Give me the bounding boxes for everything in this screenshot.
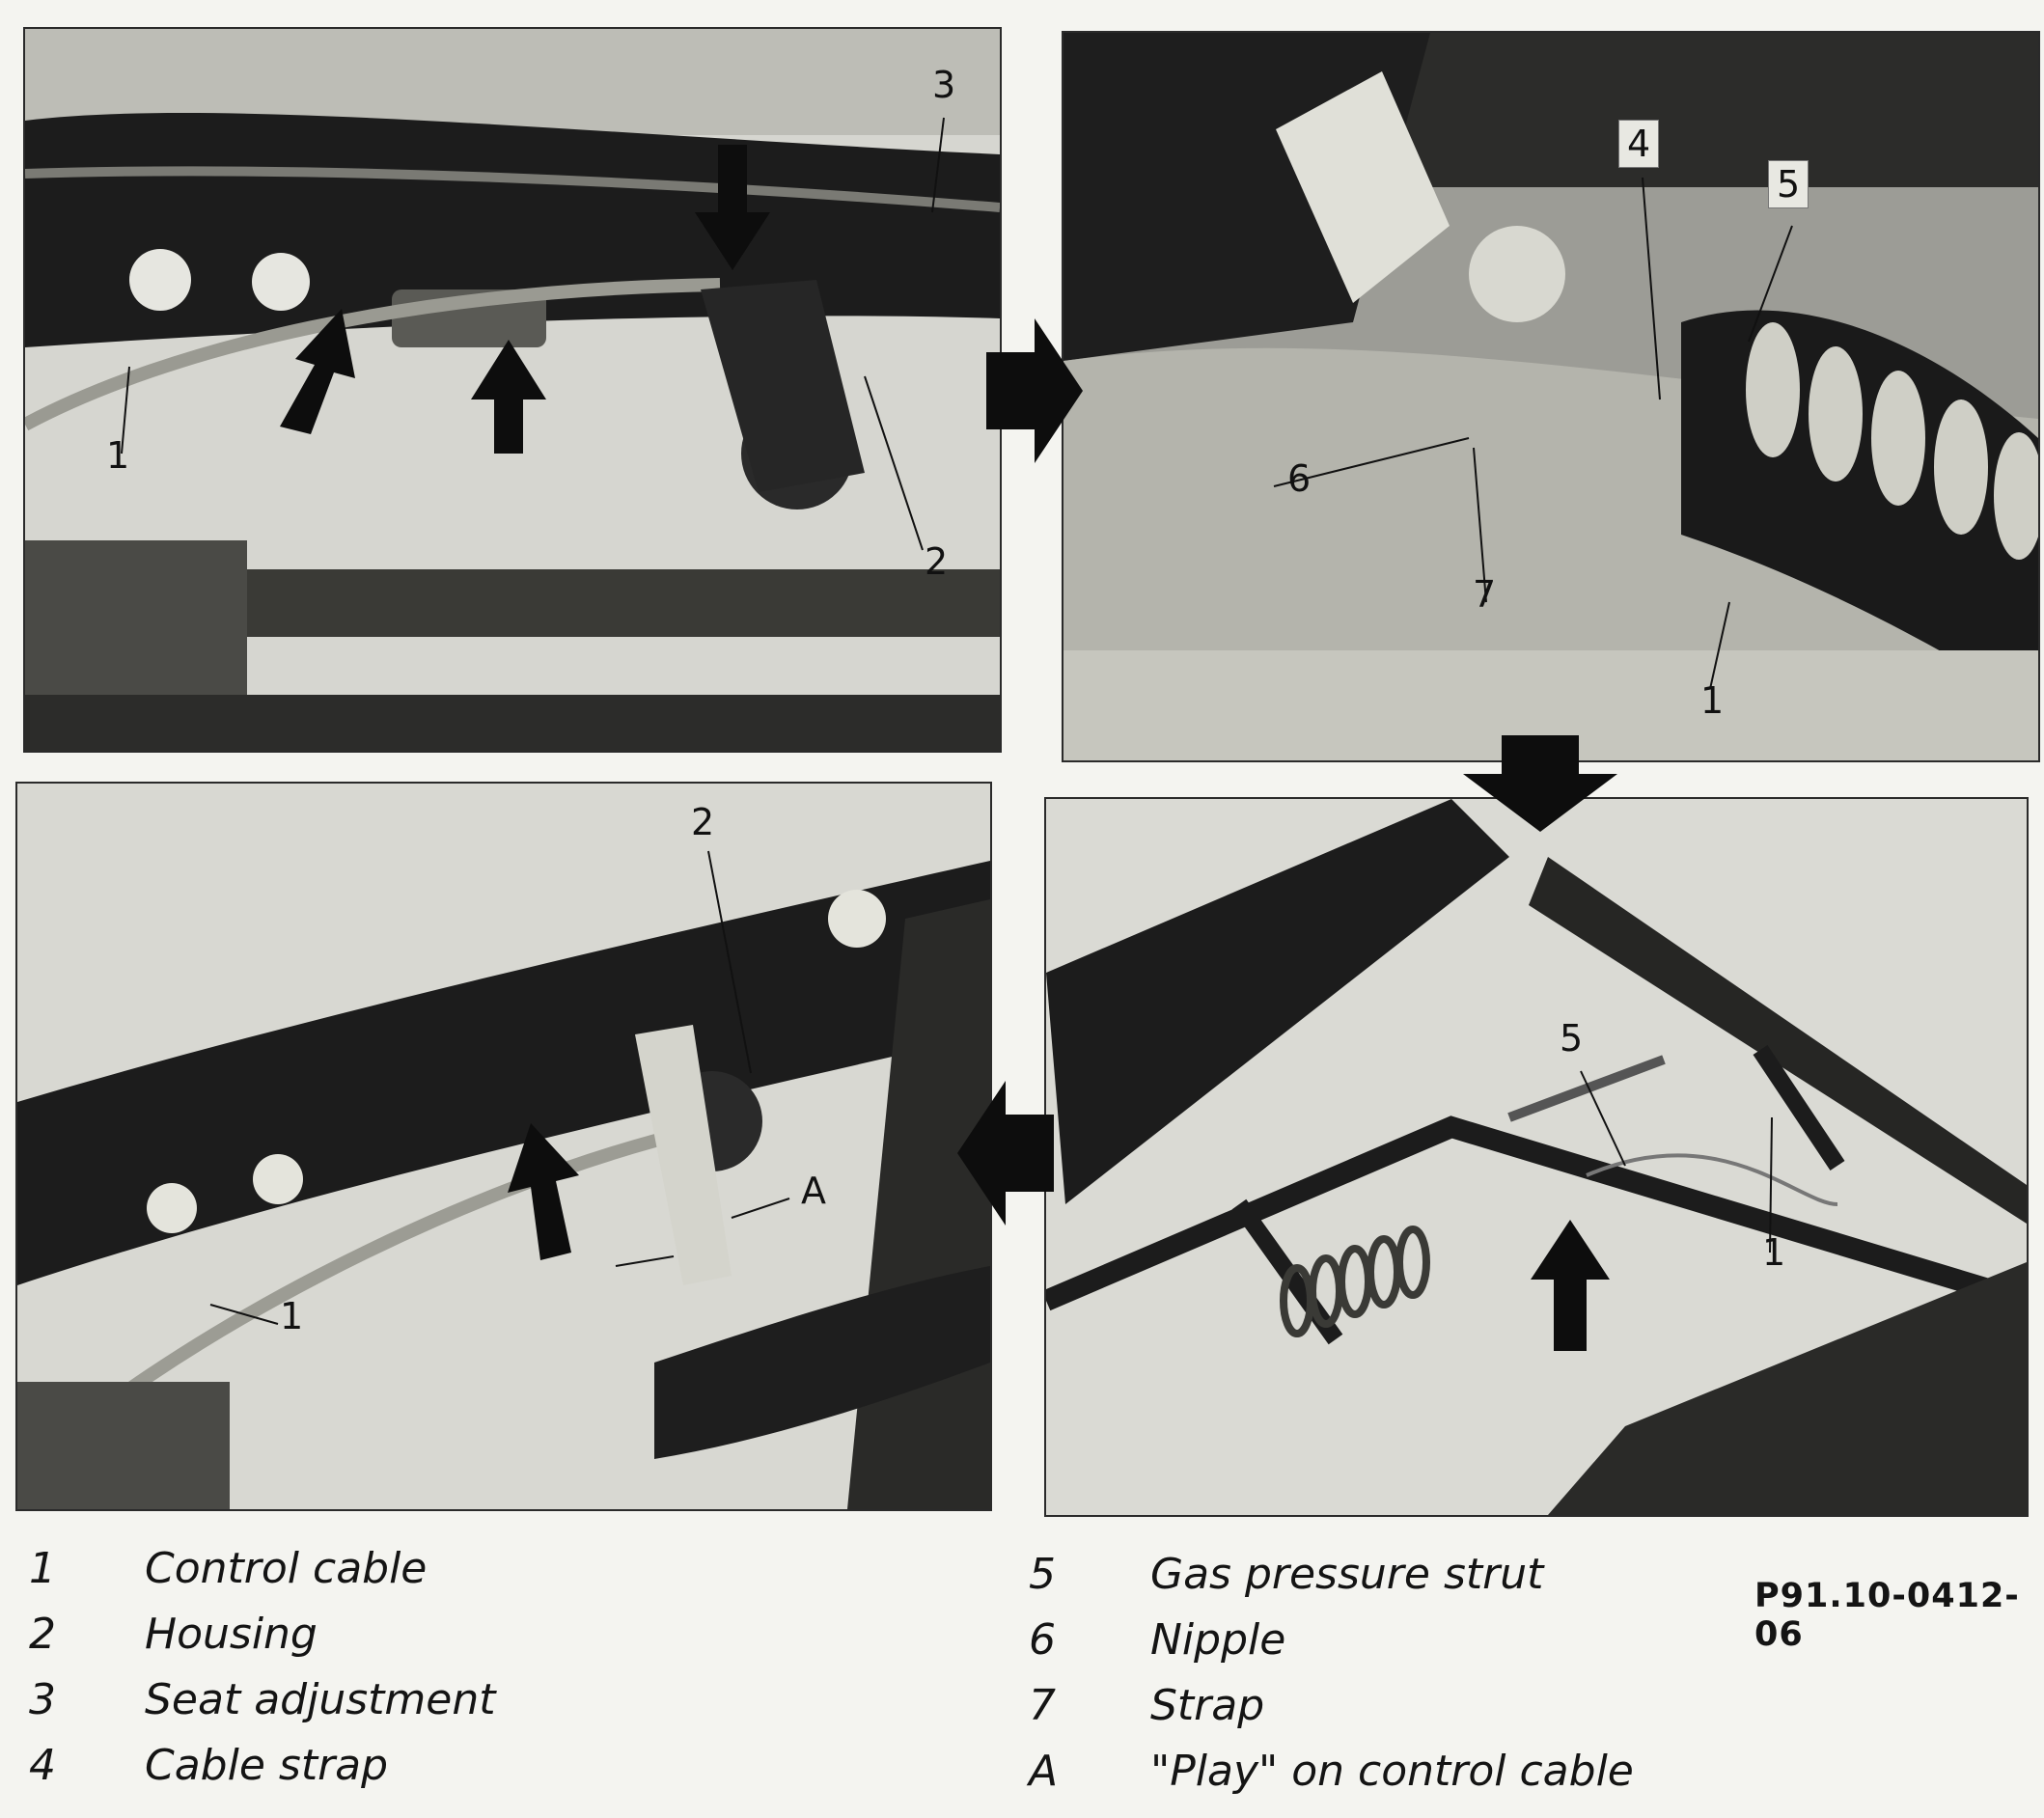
callout-5: 5 <box>1768 160 1809 208</box>
left-arrow-icon <box>957 1081 1054 1226</box>
legend-number: A <box>1029 1747 1059 1796</box>
callout-1: 1 <box>1700 679 1725 722</box>
legend-number: 1 <box>29 1544 56 1593</box>
legend-label: Seat adjustment <box>145 1675 496 1724</box>
seat-rail-photo-3 <box>17 784 990 1509</box>
callout-2: 2 <box>691 801 715 843</box>
legend-number: 2 <box>29 1610 56 1659</box>
legend-label: Cable strap <box>145 1741 389 1790</box>
callout-A: A <box>801 1170 826 1212</box>
legend-number: 6 <box>1029 1615 1056 1665</box>
legend-label: "Play" on control cable <box>1150 1747 1634 1796</box>
callout-4: 4 <box>1618 120 1659 168</box>
reference-code: P91.10-0412-06 <box>1754 1577 2020 1654</box>
callout-1: 1 <box>1762 1231 1786 1274</box>
callout-6: 6 <box>1287 457 1312 500</box>
callout-2: 2 <box>925 540 949 583</box>
right-arrow-icon <box>986 318 1083 463</box>
photo-panel-bottom-right <box>1044 797 2029 1517</box>
legend-label: Control cable <box>145 1544 428 1593</box>
legend-number: 7 <box>1029 1681 1056 1730</box>
photo-panel-top-right <box>1062 31 2040 762</box>
down-arrow-icon <box>1463 735 1617 832</box>
callout-1: 1 <box>106 434 130 477</box>
legend-number: 4 <box>29 1741 56 1790</box>
legend-number: 5 <box>1029 1550 1056 1599</box>
callout-7: 7 <box>1473 573 1497 616</box>
seat-frame-photo-4 <box>1046 799 2027 1515</box>
callout-5: 5 <box>1560 1017 1584 1060</box>
legend-label: Nipple <box>1150 1615 1286 1665</box>
legend-number: 3 <box>29 1675 56 1724</box>
seat-rail-photo-2 <box>1063 33 2038 760</box>
photo-panel-top-left <box>23 27 1002 753</box>
seat-rail-photo-1 <box>25 29 1000 751</box>
callout-1: 1 <box>280 1295 304 1337</box>
photo-panel-bottom-left <box>15 782 992 1511</box>
legend-label: Housing <box>145 1610 318 1659</box>
callout-3: 3 <box>932 64 956 106</box>
legend-label: Gas pressure strut <box>1150 1550 1544 1599</box>
legend-label: Strap <box>1150 1681 1265 1730</box>
